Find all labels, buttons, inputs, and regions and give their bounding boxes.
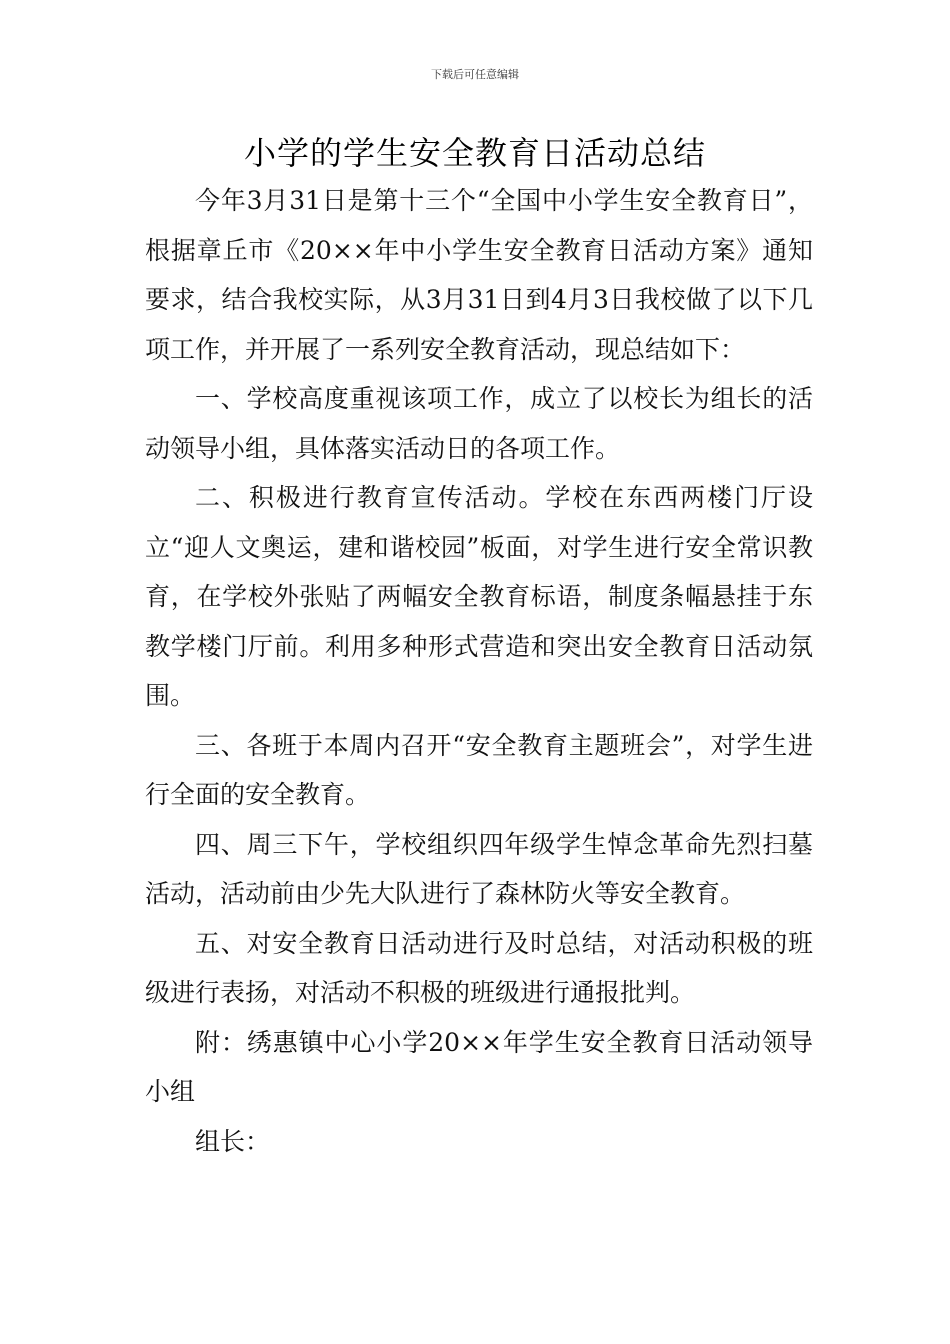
paragraph-group-leader: 组长： (195, 1126, 271, 1156)
paragraph-item-4: 四、周三下午，学校组织四年级学生悼念革命先烈扫墓活动，活动前由少先大队进行了森林防火等安全教育。 (145, 829, 813, 908)
paragraph-item-5: 五、对安全教育日活动进行及时总结，对活动积极的班级进行表扬，对活动不积极的班级进行通报批判。 (145, 928, 813, 1007)
paragraph-item-3: 三、各班于本周内召开“安全教育主题班会”，对学生进行全面的安全教育。 (145, 730, 813, 809)
document-body (145, 176, 813, 1166)
page-header-note: 下载后可任意编辑 (431, 68, 519, 81)
paragraph-intro: 今年3月31日是第十三个“全国中小学生安全教育日”，根据章丘市《20××年中小学生安全教育日活动方案》通知要求，结合我校实际，从3月31日到4月3日我校做了以下几项工作，并开展了一系列安全教育活动，现总结如下： (145, 186, 813, 364)
paragraph-appendix: 附：绣惠镇中心小学20××年学生安全教育日活动领导小组 (145, 1027, 813, 1106)
document-title: 小学的学生安全教育日活动总结 (243, 134, 706, 172)
paragraph-item-1: 一、学校高度重视该项工作，成立了以校长为组长的活动领导小组，具体落实活动日的各项工作。 (145, 384, 813, 463)
paragraph-item-2: 二、积极进行教育宣传活动。学校在东西两楼门厅设立“迎人文奥运，建和谐校园”板面，对学生进行安全常识教育，在学校外张贴了两幅安全教育标语，制度条幅悬挂于东教学楼门厅前。利用多种形式营造和突出安全教育日活动氛围。 (145, 483, 813, 710)
